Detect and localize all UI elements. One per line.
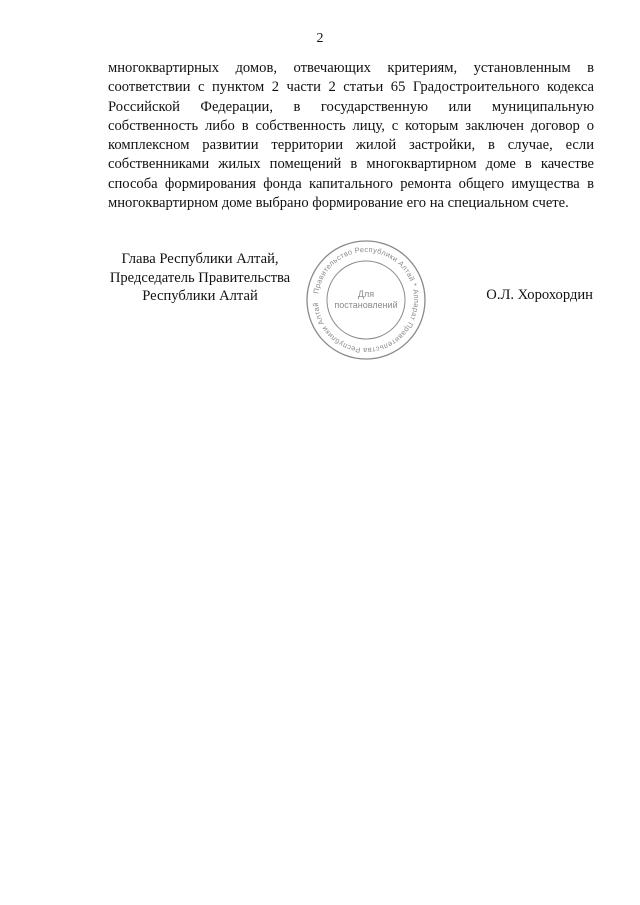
signer-title-line-2: Председатель Правительства [109,269,291,286]
official-seal-stamp [304,238,428,362]
body-paragraph: многоквартирных домов, отвечающих критериям, установленным в соответствии с пунктом 2 части 2 статьи 65 Градостроительного кодекса Российской Федерации, в государственную или муниципальную собственность либо в собственность лицу, с которым заключен договор о комплексном развитии территории жилой застройки, в случае, если собственниками жилых помещений в многоквартирном доме в качестве способа формирования фонда капитального ремонта общего имущества в многоквартирном доме выбрано формирование его на специальном счете. [108,60,594,212]
signer-title-line-3: Республики Алтай [142,288,258,304]
seal-center-line-1: Для [357,289,375,299]
signer-title [100,250,300,306]
signer-title-line-1: Глава Республики Алтай, [121,251,279,267]
seal-ring-textpath: Правительство Республики Алтай * Аппарат Правительства Республики Алтай [311,244,422,356]
signer-name: О.Л. Хорохордин [486,287,593,303]
page-number: 2 [316,31,324,46]
seal-center-line-2: постановлений [334,300,398,310]
